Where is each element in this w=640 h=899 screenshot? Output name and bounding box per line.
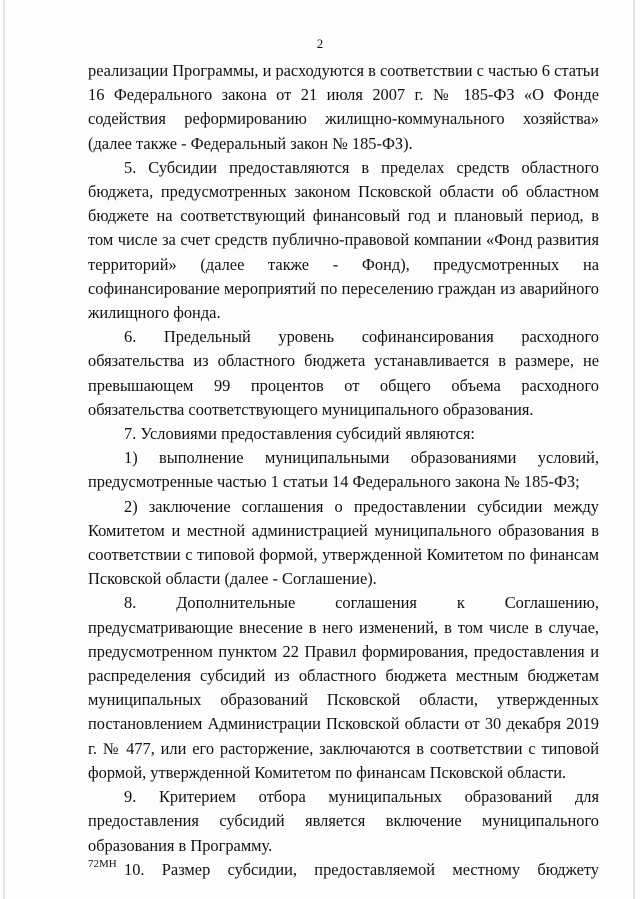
footer-code: 72МН <box>88 858 117 870</box>
scan-edge-right <box>633 0 635 899</box>
document-body <box>88 59 599 882</box>
paragraph-item-8: 8. Дополнительные соглашения к Соглашению, предусматривающие внесение в него изменений, в том числе в случае, предусмотренном пунктом 22 Правил формирования, предоставления и распределения субсидий из областного бюджета местным бюджетам муниципальных образований Псковской области, утвержденных постановлением Администрации Псковской области от 30 декабря 2019 г. № 477, или его расторжение, заключаются в соответствии с типовой формой, утвержденной Комитетом по финансам Псковской области. <box>88 593 599 782</box>
paragraph-continuation: реализации Программы, и расходуются в соответствии с частью 6 статьи 16 Федерального закона от 21 июля 2007 г. № 185-ФЗ «О Фонде содействия реформированию жилищно-коммунального хозяйства» (далее также - Федеральный закон № 185-ФЗ). <box>88 61 599 153</box>
paragraph-subitem-2: 2) заключение соглашения о предоставлении субсидии между Комитетом и местной администрацией муниципального образования в соответствии с типовой формой, утвержденной Комитетом по финансам Псковской области (далее - Соглашение). <box>88 496 599 589</box>
page-number: 2 <box>316 36 324 51</box>
paragraph-item-6: 6. Предельный уровень софинансирования расходного обязательства из областного бюджета устанавливается в размере, не превышающем 99 процентов от общего объема расходного обязательства соответствующего муниципального образования. <box>88 327 599 419</box>
paragraph-item-5: 5. Субсидии предоставляются в пределах средств областного бюджета, предусмотренных законом Псковской области об областном бюджете на соответствующий финансовый год и плановый период, в том числе за счет средств публично-правовой компании «Фонд развития территорий» (далее также - Фонд), предусмотренных на софинансирование мероприятий по переселению граждан из аварийного жилищного фонда. <box>88 157 599 323</box>
paragraph-item-10: 10. Размер субсидии, предоставляемой местному бюджету <box>124 859 599 879</box>
paragraph-item-9: 9. Критерием отбора муниципальных образований для предоставления субсидий является включение муниципального образования в Программу. <box>88 787 599 855</box>
scan-edge-left <box>3 0 5 899</box>
paragraph-subitem-1: 1) выполнение муниципальными образованиями условий, предусмотренные частью 1 статьи 14 Федерального закона № 185-ФЗ; <box>88 448 599 492</box>
paragraph-item-7: 7. Условиями предоставления субсидий являются: <box>124 424 475 444</box>
